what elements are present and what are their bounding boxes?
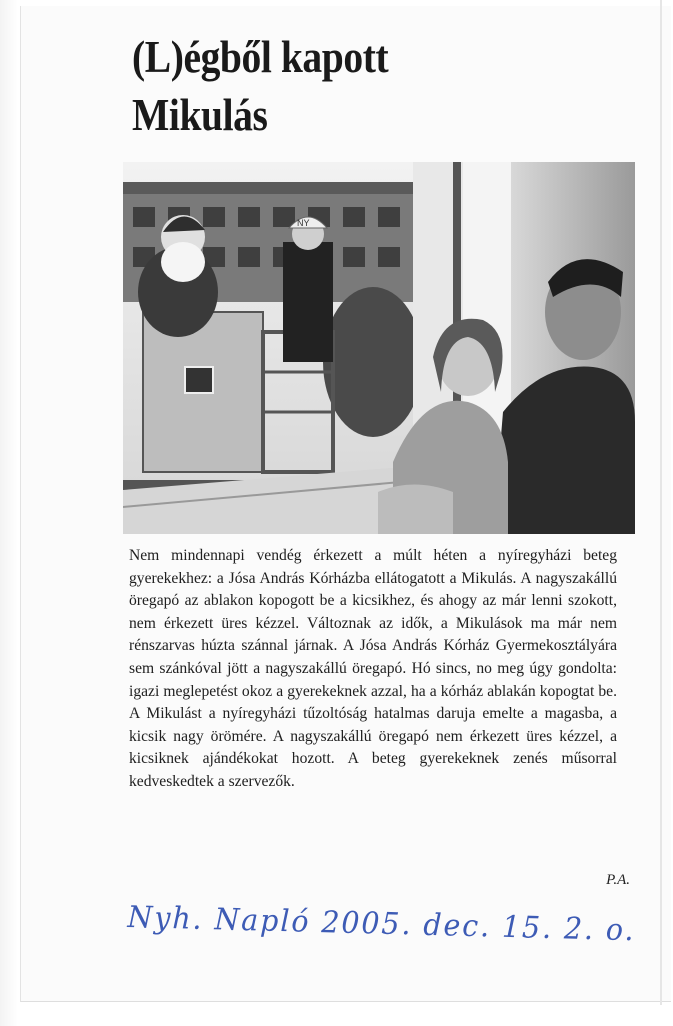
firefighter-figure (283, 242, 333, 362)
photo-illustration (123, 162, 635, 534)
scan-edge (0, 0, 18, 1026)
headline-line-2: Mikulás (132, 89, 268, 140)
helmet-label: NY (297, 218, 310, 228)
tree (323, 287, 423, 437)
handwritten-source-note: Nyh. Napló 2005. dec. 15. 2. o. (127, 899, 636, 949)
article-body: Nem mindennapi vendég érkezett a múlt héten a nyíregyházi beteg gyerekekhez: a Jósa András Kórházba ellátogatott a Mikulás. A nagyszakállú öregapó az ablakon kopogott be a kicsikhez, és ahogy az már lenni szokott, nem érkezett üres kézzel. Változnak az idők, a Mikulások ma már nem rénszarvas húzta szánnal járnak. A Jósa András Kórház Gyermekosztályára sem szánkóval jött a nagyszakállú öregapó. Hó sincs, no meg úgy gondolta: igazi meglepetést okoz a gyerekeknek azzal, ha a kórház ablakán kopogtat be. A Mikulást a nyíregyházi tűzoltóság hatalmas daruja emelte a magasba, a kicsik nagy örömére. A nagyszakállú öregapó nem érkezett üres kézzel, a kicsiknek ajándékokat hozott. A beteg gyerekeknek zenés műsorral kedveskedtek a szervezők. (129, 547, 617, 790)
headline (132, 28, 493, 144)
headline-line-1: (L)égből kapott (132, 31, 389, 82)
byline: P.A. (606, 872, 630, 888)
clipping-edge (660, 0, 662, 1005)
news-photo (123, 162, 635, 534)
